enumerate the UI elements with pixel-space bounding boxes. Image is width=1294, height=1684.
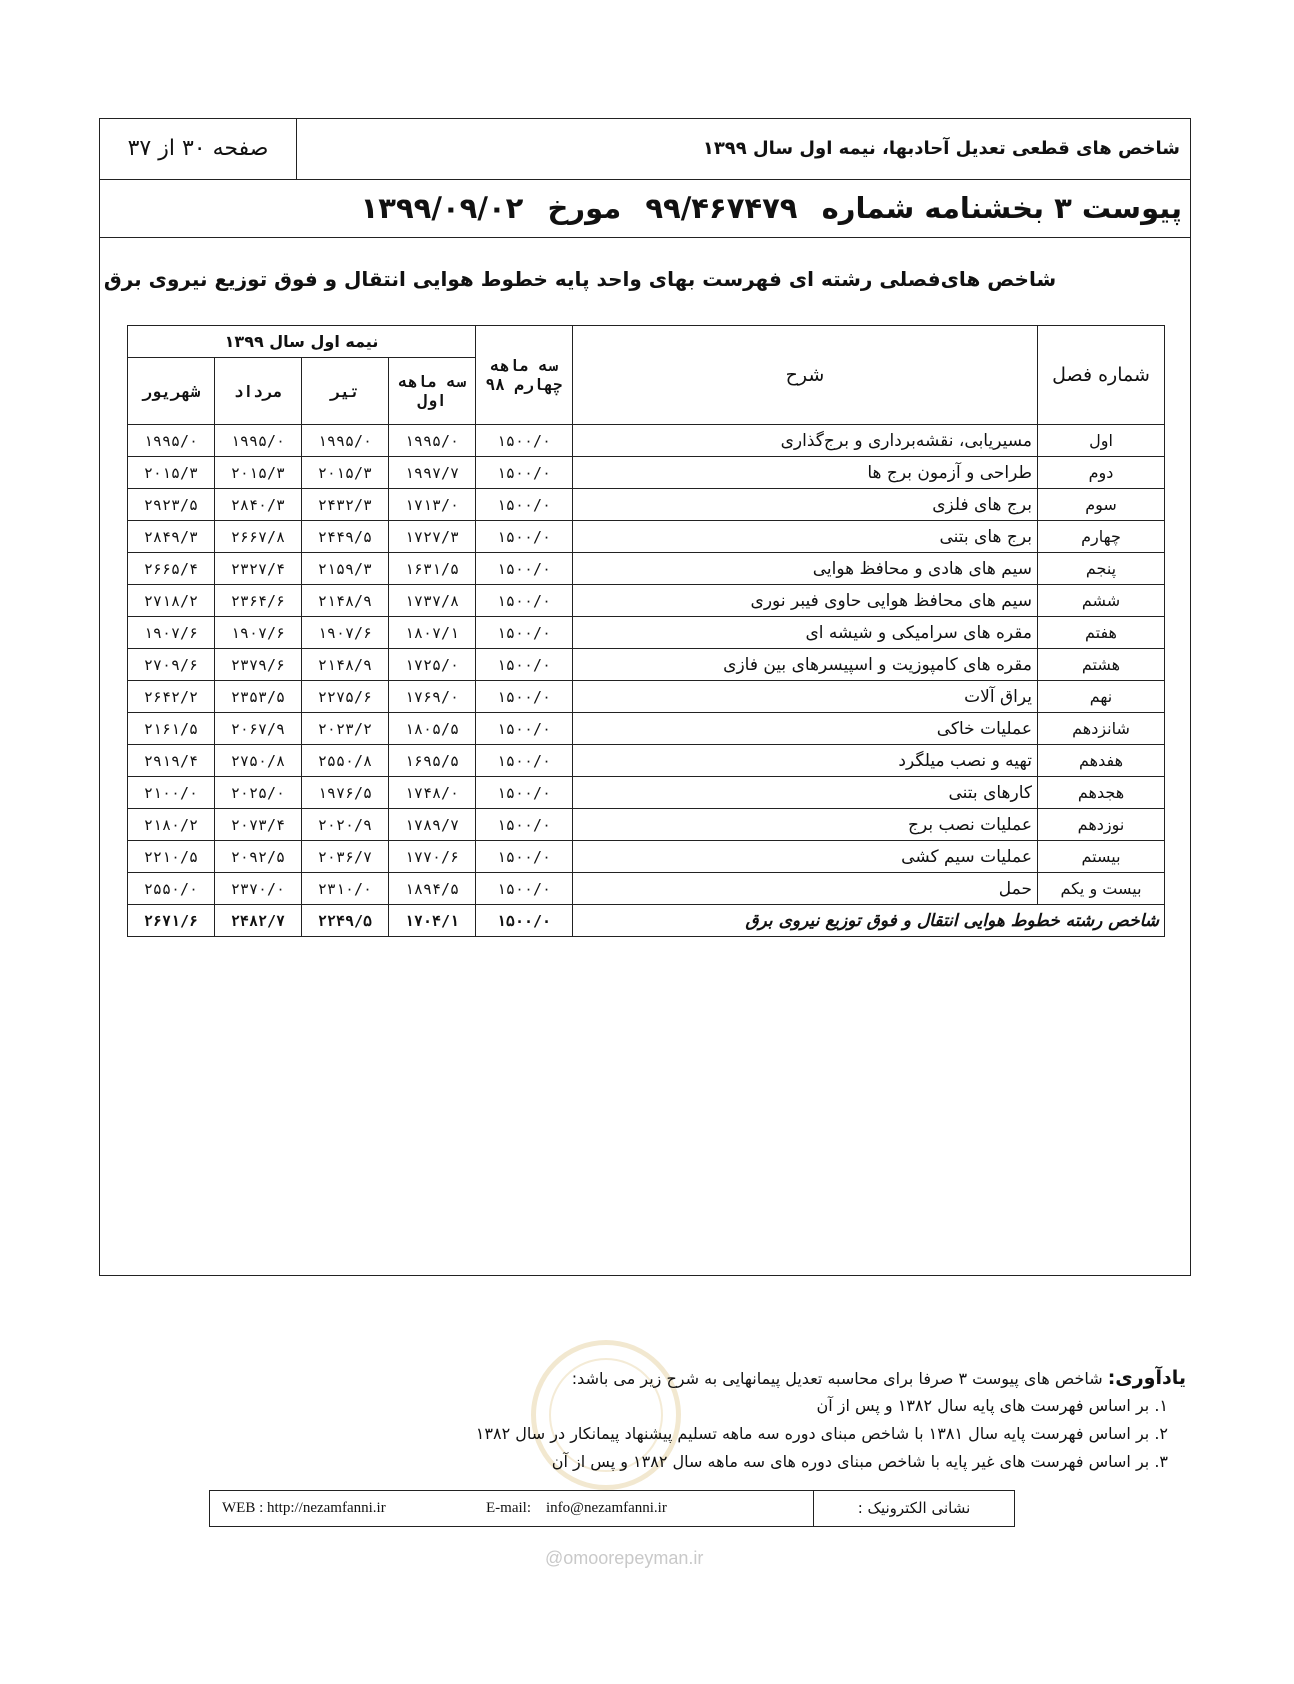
table-row <box>128 713 1165 745</box>
total-q1-cell: ۱۷۰۴/۱ <box>389 905 476 937</box>
description-cell: مقره های کامپوزیت و اسپیسرهای بین فازی <box>573 649 1038 681</box>
description-cell: عملیات نصب برج <box>573 809 1038 841</box>
table-row <box>128 745 1165 777</box>
q1-index-cell: ۱۹۹۵/۰ <box>389 425 476 457</box>
total-base-cell: ۱۵۰۰/۰ <box>476 905 573 937</box>
total-description-cell: شاخص رشته خطوط هوایی انتقال و فوق توزیع نیروی برق <box>573 905 1165 937</box>
reminder-label: یادآوری: <box>1107 1367 1186 1389</box>
base-index-cell: ۱۵۰۰/۰ <box>476 713 573 745</box>
reminder-item: ۲. بر اساس فهرست پایه سال ۱۳۸۱ با شاخص مبنای دوره سه ماهه تسلیم پیشنهاد پیمانکار در سال ۱۳۸۲ <box>475 1424 1168 1443</box>
total-shahrivar-cell: ۲۶۷۱/۶ <box>128 905 215 937</box>
q1-index-cell: ۱۸۰۷/۱ <box>389 617 476 649</box>
letter-number: ۹۹/۴۶۷۴۷۹ <box>645 191 798 225</box>
chapter-cell: چهارم <box>1038 521 1165 553</box>
index-table <box>127 325 1165 937</box>
website-link[interactable]: WEB : http://nezamfanni.ir <box>222 1500 386 1516</box>
tir-index-cell: ۲۱۴۸/۹ <box>302 649 389 681</box>
shahrivar-index-cell: ۲۹۲۳/۵ <box>128 489 215 521</box>
chapter-cell: بیستم <box>1038 841 1165 873</box>
contact-footer <box>209 1490 1015 1527</box>
description-cell: طراحی و آزمون برج ها <box>573 457 1038 489</box>
shahrivar-index-cell: ۲۸۴۹/۳ <box>128 521 215 553</box>
tir-index-cell: ۲۰۳۶/۷ <box>302 841 389 873</box>
tir-index-cell: ۱۹۷۶/۵ <box>302 777 389 809</box>
base-index-cell: ۱۵۰۰/۰ <box>476 489 573 521</box>
table-row <box>128 553 1165 585</box>
description-cell: عملیات خاکی <box>573 713 1038 745</box>
email-label: E-mail: <box>486 1500 531 1516</box>
base-index-cell: ۱۵۰۰/۰ <box>476 841 573 873</box>
description-cell: برج های فلزی <box>573 489 1038 521</box>
table-row <box>128 457 1165 489</box>
mordad-index-cell: ۲۳۶۴/۶ <box>215 585 302 617</box>
description-cell: مقره های سرامیکی و شیشه ای <box>573 617 1038 649</box>
q1-index-cell: ۱۷۷۰/۶ <box>389 841 476 873</box>
base-index-cell: ۱۵۰۰/۰ <box>476 649 573 681</box>
mordad-index-cell: ۱۹۹۵/۰ <box>215 425 302 457</box>
shahrivar-index-cell: ۲۶۴۲/۲ <box>128 681 215 713</box>
q1-index-cell: ۱۷۶۹/۰ <box>389 681 476 713</box>
q1-index-cell: ۱۸۹۴/۵ <box>389 873 476 905</box>
chapter-cell: هفدهم <box>1038 745 1165 777</box>
chapter-cell: پنجم <box>1038 553 1165 585</box>
tir-index-cell: ۱۹۰۷/۶ <box>302 617 389 649</box>
header-tir: تیر <box>302 358 389 425</box>
document-frame <box>99 118 1191 1276</box>
tir-index-cell: ۲۰۲۳/۲ <box>302 713 389 745</box>
shahrivar-index-cell: ۲۲۱۰/۵ <box>128 841 215 873</box>
base-index-cell: ۱۵۰۰/۰ <box>476 873 573 905</box>
reminder-item: ۳. بر اساس فهرست های غیر پایه با شاخص مبنای دوره های سه ماهه سال ۱۳۸۲ و پس از آن <box>551 1452 1168 1471</box>
watermark-url: @omoorepeyman.ir <box>545 1548 704 1568</box>
q1-index-cell: ۱۸۰۵/۵ <box>389 713 476 745</box>
tir-index-cell: ۲۳۱۰/۰ <box>302 873 389 905</box>
mordad-index-cell: ۲۳۵۳/۵ <box>215 681 302 713</box>
tir-index-cell: ۲۲۷۵/۶ <box>302 681 389 713</box>
mordad-index-cell: ۲۰۹۲/۵ <box>215 841 302 873</box>
total-tir-cell: ۲۲۴۹/۵ <box>302 905 389 937</box>
mordad-index-cell: ۲۳۷۹/۶ <box>215 649 302 681</box>
q1-index-cell: ۱۷۱۳/۰ <box>389 489 476 521</box>
base-index-cell: ۱۵۰۰/۰ <box>476 617 573 649</box>
header-row <box>100 119 1190 180</box>
tir-index-cell: ۲۴۳۲/۳ <box>302 489 389 521</box>
tir-index-cell: ۲۰۲۰/۹ <box>302 809 389 841</box>
tir-index-cell: ۲۵۵۰/۸ <box>302 745 389 777</box>
mordad-index-cell: ۲۳۲۷/۴ <box>215 553 302 585</box>
contact-label: نشانی الکترونیک : <box>813 1491 1014 1526</box>
base-index-cell: ۱۵۰۰/۰ <box>476 809 573 841</box>
shahrivar-index-cell: ۲۱۸۰/۲ <box>128 809 215 841</box>
reminder-note <box>106 1364 1186 1476</box>
q1-index-cell: ۱۷۳۷/۸ <box>389 585 476 617</box>
description-cell: عملیات سیم کشی <box>573 841 1038 873</box>
mordad-index-cell: ۱۹۰۷/۶ <box>215 617 302 649</box>
mordad-index-cell: ۲۳۷۰/۰ <box>215 873 302 905</box>
description-cell: تهیه و نصب میلگرد <box>573 745 1038 777</box>
chapter-cell: ششم <box>1038 585 1165 617</box>
mordad-index-cell: ۲۷۵۰/۸ <box>215 745 302 777</box>
q1-index-cell: ۱۶۳۱/۵ <box>389 553 476 585</box>
base-index-cell: ۱۵۰۰/۰ <box>476 521 573 553</box>
mordad-index-cell: ۲۰۲۵/۰ <box>215 777 302 809</box>
table-row <box>128 617 1165 649</box>
description-cell: یراق آلات <box>573 681 1038 713</box>
shahrivar-index-cell: ۲۰۱۵/۳ <box>128 457 215 489</box>
base-index-cell: ۱۵۰۰/۰ <box>476 745 573 777</box>
annex-label: پیوست ۳ بخشنامه شماره <box>821 191 1182 225</box>
tir-index-cell: ۲۴۴۹/۵ <box>302 521 389 553</box>
annex-row <box>100 179 1190 238</box>
base-index-cell: ۱۵۰۰/۰ <box>476 777 573 809</box>
table-row <box>128 585 1165 617</box>
chapter-cell: هجدهم <box>1038 777 1165 809</box>
q1-index-cell: ۱۶۹۵/۵ <box>389 745 476 777</box>
table-row <box>128 521 1165 553</box>
description-cell: کارهای بتنی <box>573 777 1038 809</box>
shahrivar-index-cell: ۱۹۰۷/۶ <box>128 617 215 649</box>
total-row <box>128 905 1165 937</box>
tir-index-cell: ۱۹۹۵/۰ <box>302 425 389 457</box>
description-cell: سیم های محافظ هوایی حاوی فیبر نوری <box>573 585 1038 617</box>
header-description: شرح <box>573 326 1038 425</box>
header-base-q4-98: سه ماهه چهارم ۹۸ <box>476 326 573 425</box>
header-q1: سه ماهه اول <box>389 358 476 425</box>
description-cell: مسیریابی، نقشه‌برداری و برج‌گذاری <box>573 425 1038 457</box>
q1-index-cell: ۱۷۴۸/۰ <box>389 777 476 809</box>
document-title: شاخص های قطعی تعدیل آحادبها، نیمه اول سال ۱۳۹۹ <box>702 138 1180 159</box>
tir-index-cell: ۲۰۱۵/۳ <box>302 457 389 489</box>
mordad-index-cell: ۲۰۶۷/۹ <box>215 713 302 745</box>
table-subtitle: شاخص های‌فصلی رشته ای فهرست بهای واحد پایه خطوط هوایی انتقال و فوق توزیع نیروی برق <box>103 267 1057 291</box>
email-value[interactable]: info@nezamfanni.ir <box>546 1500 667 1516</box>
letter-date: ۱۳۹۹/۰۹/۰۲ <box>360 191 524 225</box>
chapter-cell: دوم <box>1038 457 1165 489</box>
email-address[interactable] <box>486 1491 667 1526</box>
table-row <box>128 873 1165 905</box>
description-cell: سیم های هادی و محافظ هوایی <box>573 553 1038 585</box>
description-cell: برج های بتنی <box>573 521 1038 553</box>
shahrivar-index-cell: ۲۱۰۰/۰ <box>128 777 215 809</box>
header-shahrivar: شهریور <box>128 358 215 425</box>
mordad-index-cell: ۲۶۶۷/۸ <box>215 521 302 553</box>
tir-index-cell: ۲۱۵۹/۳ <box>302 553 389 585</box>
chapter-cell: بیست و یکم <box>1038 873 1165 905</box>
shahrivar-index-cell: ۲۶۶۵/۴ <box>128 553 215 585</box>
header-half-1399: نیمه اول سال ۱۳۹۹ <box>128 326 476 358</box>
chapter-cell: نهم <box>1038 681 1165 713</box>
q1-index-cell: ۱۷۸۹/۷ <box>389 809 476 841</box>
base-index-cell: ۱۵۰۰/۰ <box>476 457 573 489</box>
shahrivar-index-cell: ۲۷۰۹/۶ <box>128 649 215 681</box>
tir-index-cell: ۲۱۴۸/۹ <box>302 585 389 617</box>
chapter-cell: شانزدهم <box>1038 713 1165 745</box>
q1-index-cell: ۱۷۲۵/۰ <box>389 649 476 681</box>
q1-index-cell: ۱۷۲۷/۳ <box>389 521 476 553</box>
q1-index-cell: ۱۹۹۷/۷ <box>389 457 476 489</box>
table-row <box>128 841 1165 873</box>
header-mordad: مرداد <box>215 358 302 425</box>
table-row <box>128 489 1165 521</box>
total-mordad-cell: ۲۴۸۲/۷ <box>215 905 302 937</box>
reminder-item: ۱. بر اساس فهرست های پایه سال ۱۳۸۲ و پس از آن <box>816 1396 1168 1415</box>
table-row <box>128 681 1165 713</box>
base-index-cell: ۱۵۰۰/۰ <box>476 553 573 585</box>
base-index-cell: ۱۵۰۰/۰ <box>476 425 573 457</box>
base-index-cell: ۱۵۰۰/۰ <box>476 585 573 617</box>
description-cell: حمل <box>573 873 1038 905</box>
table-row <box>128 777 1165 809</box>
shahrivar-index-cell: ۲۵۵۰/۰ <box>128 873 215 905</box>
header-chapter-no: شماره فصل <box>1038 326 1165 425</box>
table-row <box>128 425 1165 457</box>
mordad-index-cell: ۲۰۱۵/۳ <box>215 457 302 489</box>
mordad-index-cell: ۲۸۴۰/۳ <box>215 489 302 521</box>
shahrivar-index-cell: ۱۹۹۵/۰ <box>128 425 215 457</box>
chapter-cell: اول <box>1038 425 1165 457</box>
base-index-cell: ۱۵۰۰/۰ <box>476 681 573 713</box>
shahrivar-index-cell: ۲۷۱۸/۲ <box>128 585 215 617</box>
shahrivar-index-cell: ۲۱۶۱/۵ <box>128 713 215 745</box>
table-row <box>128 649 1165 681</box>
chapter-cell: نوزدهم <box>1038 809 1165 841</box>
reminder-intro: شاخص های پیوست ۳ صرفا برای محاسبه تعدیل پیمانهایی به شرح زیر می باشد: <box>571 1369 1103 1388</box>
mordad-index-cell: ۲۰۷۳/۴ <box>215 809 302 841</box>
shahrivar-index-cell: ۲۹۱۹/۴ <box>128 745 215 777</box>
chapter-cell: هفتم <box>1038 617 1165 649</box>
chapter-cell: سوم <box>1038 489 1165 521</box>
page-number: صفحه ۳۰ از ۳۷ <box>100 119 297 179</box>
chapter-cell: هشتم <box>1038 649 1165 681</box>
dated-label: مورخ <box>547 191 622 225</box>
table-row <box>128 809 1165 841</box>
annex-heading <box>347 179 1182 237</box>
